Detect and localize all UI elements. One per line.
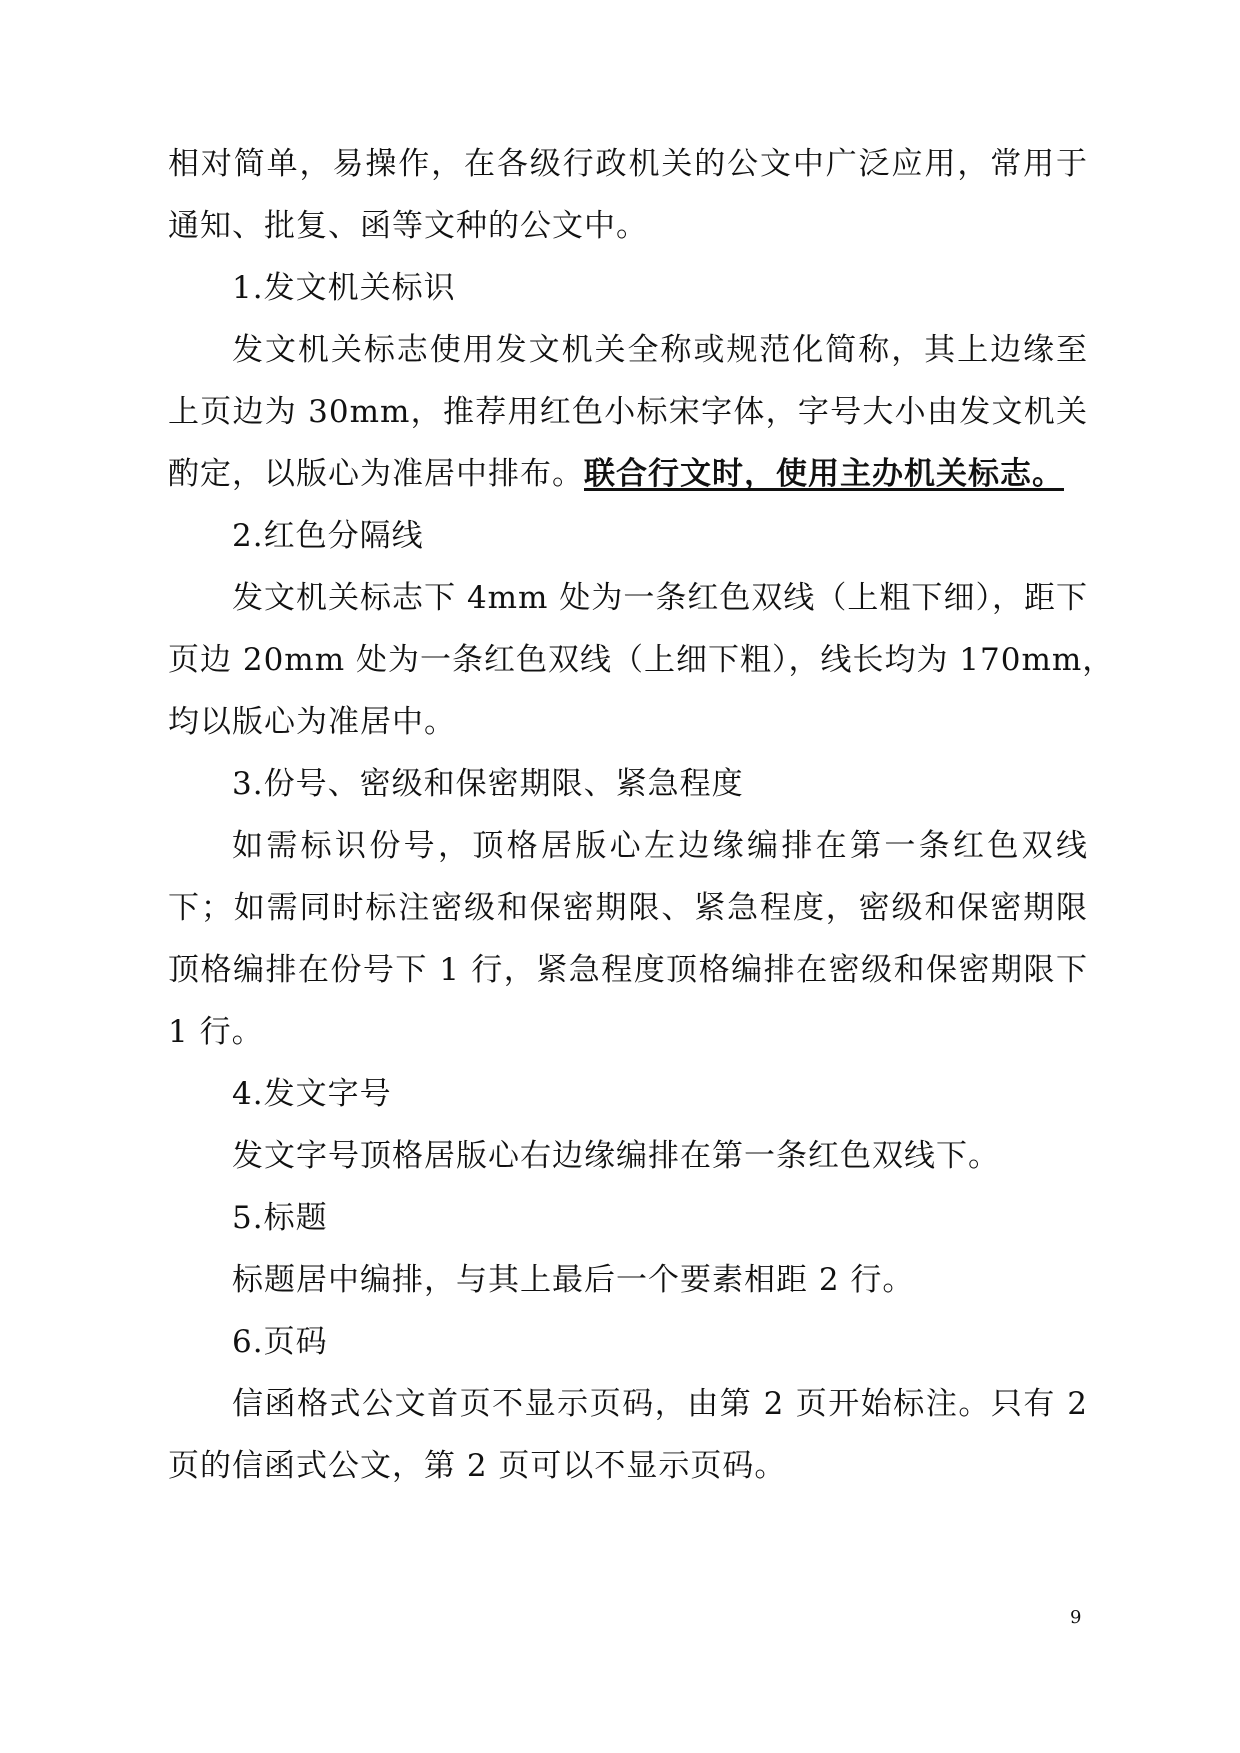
paragraph-line: 发文字号顶格居版心右边缘编排在第一条红色双线下。 <box>232 1138 1000 1174</box>
paragraph-line: 信函格式公文首页不显示页码，由第 2 页开始标注。只有 2 <box>232 1386 1088 1422</box>
paragraph-line: 页边 20mm 处为一条红色双线（上细下粗），线长均为 170mm， <box>168 642 1115 678</box>
section-heading: 3.份号、密级和保密期限、紧急程度 <box>232 766 744 802</box>
emphasized-text: 联合行文时，使用主办机关标志。 <box>584 456 1064 492</box>
section-heading: 6.页码 <box>232 1324 328 1360</box>
paragraph-line: 如需标识份号，顶格居版心左边缘编排在第一条红色双线 <box>232 828 1088 864</box>
paragraph-line: 相对简单，易操作，在各级行政机关的公文中广泛应用，常用于 <box>168 146 1088 182</box>
section-heading: 1.发文机关标识 <box>232 270 456 306</box>
paragraph-line: 上页边为 30mm，推荐用红色小标宋字体，字号大小由发文机关 <box>168 394 1088 430</box>
paragraph-text: 酌定，以版心为准居中排布。 <box>168 456 584 492</box>
paragraph-line: 下；如需同时标注密级和保密期限、紧急程度，密级和保密期限 <box>168 890 1088 926</box>
section-heading: 2.红色分隔线 <box>232 518 424 554</box>
page-number: 9 <box>1070 1607 1082 1628</box>
section-heading: 5.标题 <box>232 1200 328 1236</box>
paragraph-line: 通知、批复、函等文种的公文中。 <box>168 208 648 244</box>
paragraph-line: 顶格编排在份号下 1 行，紧急程度顶格编排在密级和保密期限下 <box>168 952 1088 988</box>
paragraph-line: 1 行。 <box>168 1014 264 1050</box>
paragraph-line: 标题居中编排，与其上最后一个要素相距 2 行。 <box>232 1262 915 1298</box>
paragraph-line: 发文机关标志使用发文机关全称或规范化简称，其上边缘至 <box>232 332 1088 368</box>
paragraph-line: 发文机关标志下 4mm 处为一条红色双线（上粗下细），距下 <box>232 580 1088 616</box>
paragraph-line: 页的信函式公文，第 2 页可以不显示页码。 <box>168 1448 787 1484</box>
section-heading: 4.发文字号 <box>232 1076 392 1112</box>
paragraph-line <box>168 454 1088 494</box>
paragraph-line: 均以版心为准居中。 <box>168 704 456 740</box>
